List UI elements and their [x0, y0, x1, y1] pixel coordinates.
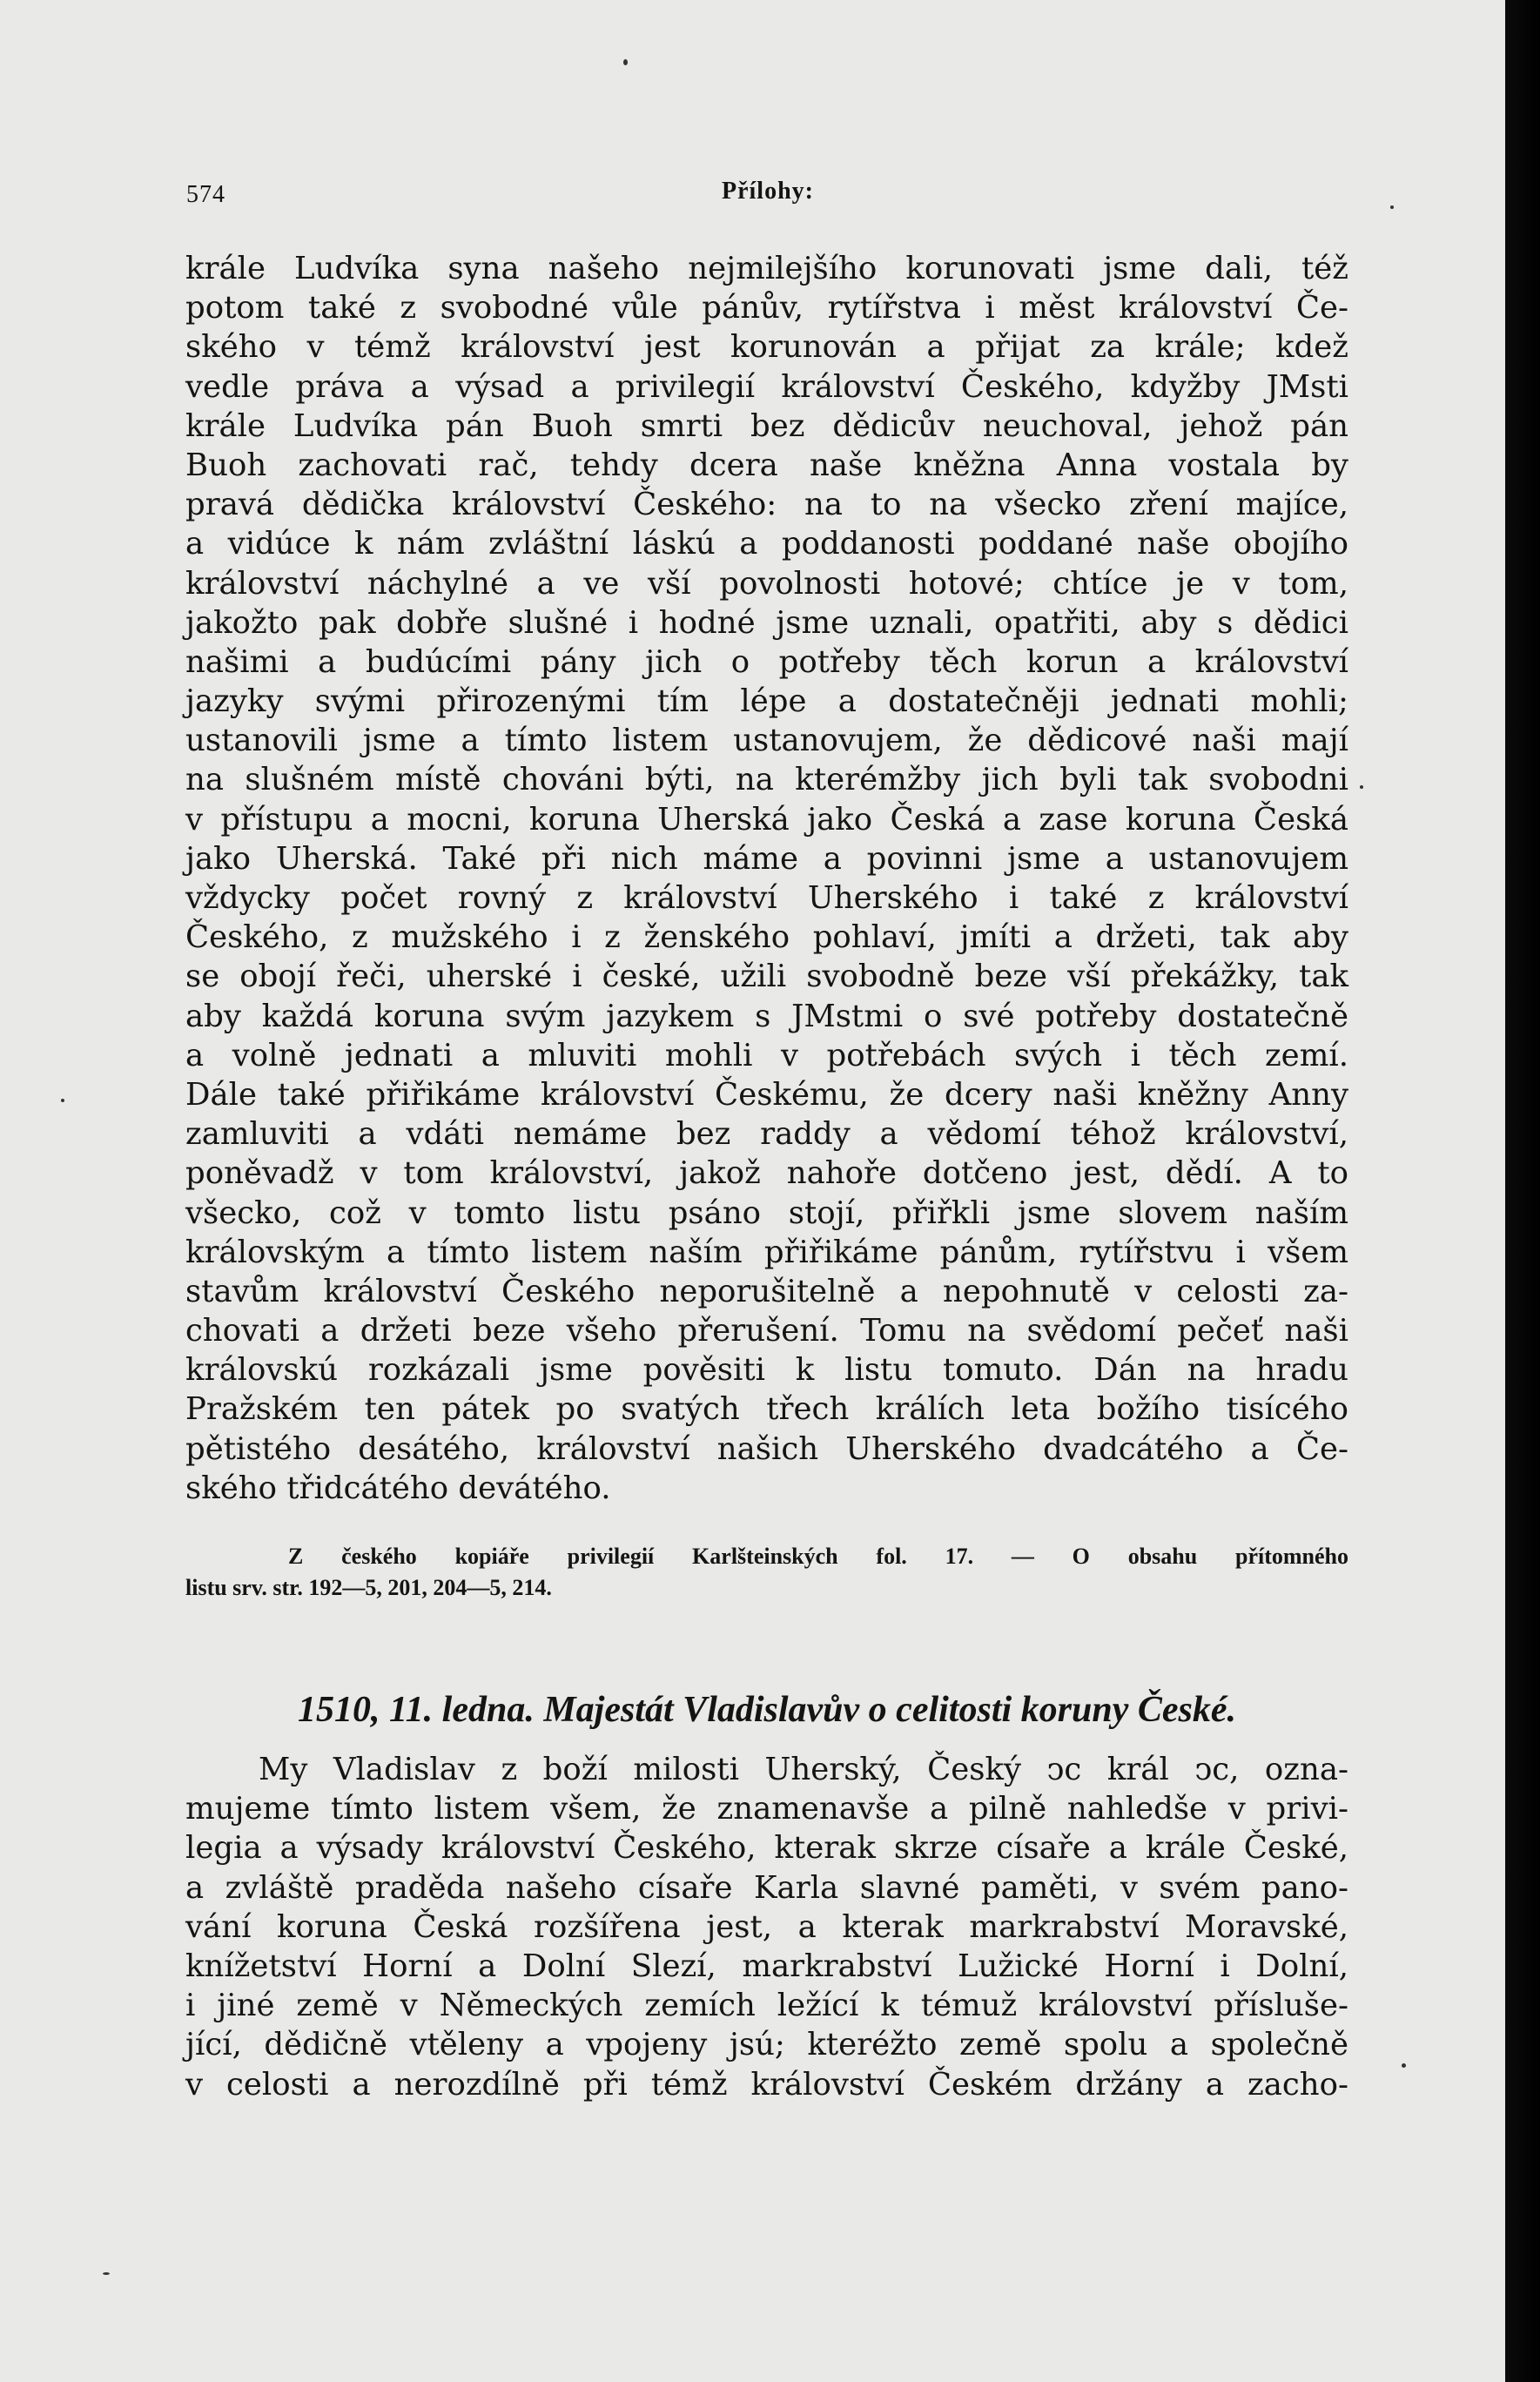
text-line: jako Uherská. Také při nich máme a povinni jsme a ustanovujem: [185, 840, 1348, 877]
text-line: zamluviti a vdáti nemáme bez raddy a vědomí téhož království,: [185, 1116, 1348, 1153]
note-line: listu srv. str. 192—5, 201, 204—5, 214.: [185, 1575, 552, 1600]
body-text-second: [185, 1750, 1348, 2104]
dust-speck: [1402, 2063, 1406, 2068]
text-line: na slušném místě chováni býti, na kterémžby jich byli tak svobodni: [185, 762, 1348, 798]
text-line: Pražském ten pátek po svatých třech králích leta božího tisícého: [185, 1391, 1348, 1428]
dust-speck: [1390, 205, 1394, 209]
text-line: My Vladislav z boží milosti Uherský, Český ͻc král ͻc, ozna-: [259, 1752, 1348, 1787]
text-line: i jiné země v Německých zemích ležící k témuž království přísluše-: [185, 1988, 1348, 2024]
text-line: jazyky svými přirozenými tím lépe a dostatečněji jednati mohli;: [185, 683, 1348, 720]
text-line: a vidúce k nám zvláštní láskú a poddanosti poddané naše obojího: [185, 526, 1348, 562]
dust-speck: [1360, 785, 1363, 789]
text-line: Buoh zachovati rač, tehdy dcera naše kněžna Anna vostala by: [185, 447, 1348, 483]
text-line: jící, dědičně vtěleny a vpojeny jsú; kteréžto země spolu a společně: [185, 2027, 1348, 2063]
dust-speck: [61, 1099, 64, 1102]
text-line: všecko, což v tomto listu psáno stojí, přiřkli jsme slovem naším: [185, 1194, 1348, 1231]
source-note: [185, 1541, 1348, 1604]
text-line: ustanovili jsme a tímto listem ustanovujem, že dědicové naši mají: [185, 723, 1348, 759]
text-line: a volně jednati a mluviti mohli v potřebách svých i těch zemí.: [185, 1037, 1348, 1073]
text-line: vání koruna Česká rozšířena jest, a kterak markrabství Moravské,: [185, 1908, 1348, 1945]
text-line: královskú rozkázali jsme pověsiti k listu tomuto. Dán na hradu: [185, 1352, 1348, 1389]
text-line: vedle práva a výsad a privilegií království Českého, kdyžby JMsti: [185, 368, 1348, 405]
text-line: a zvláště praděda našeho císaře Karla slavné paměti, v svém pano-: [185, 1869, 1348, 1906]
text-line: pravá dědička království Českého: na to na všecko zření majíce,: [185, 487, 1348, 523]
running-head: [186, 178, 1349, 216]
text-line: se obojí řeči, uherské i české, užili svobodně beze vší překážky, tak: [185, 959, 1348, 995]
text-line: krále Ludvíka syna našeho nejmilejšího korunovati jsme dali, též: [185, 251, 1348, 286]
dust-speck: [623, 59, 628, 65]
text-line: ského v témž království jest korunován a přijat za krále; kdež: [185, 329, 1348, 366]
running-title: Přílohy:: [722, 178, 814, 205]
text-line: Dále také přiřikáme království Českému, že dcery naši kněžny Anny: [185, 1076, 1348, 1113]
page-edge-shadow: [1505, 0, 1540, 2382]
text-line: jakožto pak dobře slušné i hodné jsme uznali, opatřiti, aby s dědici: [185, 604, 1348, 641]
text-line: našimi a budúcími pány jich o potřeby těch korun a království: [185, 643, 1348, 680]
body-text: [185, 249, 1348, 1508]
text-line: královským a tímto listem naším přiřikáme pánům, rytířstvu i všem: [185, 1234, 1348, 1270]
section-heading: 1510, 11. ledna. Majestát Vladislavův o celitosti koruny České.: [297, 1690, 1236, 1730]
text-line: v přístupu a mocni, koruna Uherská jako Česká a zase koruna Česká: [185, 801, 1348, 838]
text-line: potom také z svobodné vůle pánův, rytířstva i měst království Če-: [185, 290, 1348, 326]
text-line: aby každá koruna svým jazykem s JMstmi o své potřeby dostatečně: [185, 998, 1348, 1034]
text-line: legia a výsady království Českého, kterak skrze císaře a krále České,: [185, 1830, 1348, 1867]
text-line: chovati a držeti beze všeho přerušení. Tomu na svědomí pečeť naši: [185, 1313, 1348, 1349]
page-number: 574: [186, 181, 225, 208]
text-line: pětistého desátého, království našich Uherského dvadcátého a Če-: [185, 1430, 1348, 1467]
text-line: Českého, z mužského i z ženského pohlaví, jmíti a držeti, tak aby: [185, 919, 1348, 956]
note-line: Z českého kopiáře privilegií Karlšteinských fol. 17. — O obsahu přítomného: [288, 1544, 1348, 1569]
text-line: krále Ludvíka pán Buoh smrti bez dědicův neuchoval, jehož pán: [185, 407, 1348, 444]
text-line: ského třidcátého devátého.: [185, 1470, 611, 1506]
text-line: v celosti a nerozdílně při témž království Českém držány a zacho-: [185, 2066, 1348, 2103]
text-line: království náchylné a ve vší povolnosti hotové; chtíce je v tom,: [185, 565, 1348, 602]
text-line: vždycky počet rovný z království Uherského i také z království: [185, 880, 1348, 916]
text-line: knížetství Horní a Dolní Slezí, markrabství Lužické Horní i Dolní,: [185, 1948, 1348, 1984]
text-line: poněvadž v tom království, jakož nahoře dotčeno jest, dědí. A to: [185, 1155, 1348, 1192]
dust-speck: [103, 2272, 110, 2275]
text-line: mujeme tímto listem všem, že znamenavše a pilně nahledše v privi-: [185, 1791, 1348, 1827]
text-line: stavům království Českého neporušitelně a nepohnutě v celosti za-: [185, 1273, 1348, 1309]
